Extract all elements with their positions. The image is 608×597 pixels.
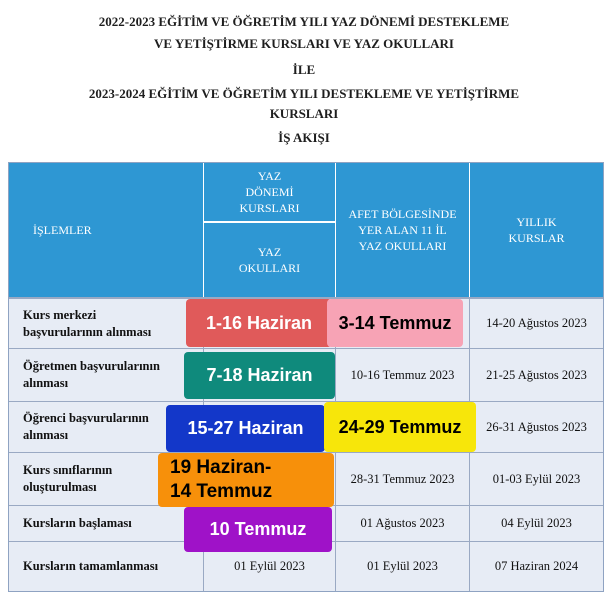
badge-kurs-siniflari-yaz bbox=[158, 453, 334, 507]
badge-kurs-merkezi-yaz: 1-16 Haziran bbox=[186, 299, 332, 347]
header-afet: AFET BÖLGESİNDE YER ALAN 11 İL YAZ OKULLARI bbox=[336, 163, 469, 297]
header-yaz-okullari: YAZ OKULLARI bbox=[204, 223, 335, 297]
row-3-yillik: 26-31 Ağustos 2023 bbox=[486, 419, 587, 434]
row-4-afet: 28-31 Temmuz 2023 bbox=[350, 471, 455, 486]
row-6-afet: 01 Eylül 2023 bbox=[367, 559, 438, 573]
row-4-yillik: 01-03 Eylül 2023 bbox=[492, 471, 581, 486]
title-line-2: VE YETİŞTİRME KURSLARI VE YAZ OKULLARI bbox=[154, 36, 454, 51]
row-2-label: Öğretmen başvurularının alınması bbox=[23, 359, 160, 390]
badge-line-1: 19 Haziran- bbox=[170, 457, 272, 478]
title-line-4: 2023-2024 EĞİTİM VE ÖĞRETİM YILI DESTEKLEME VE YETİŞTİRME bbox=[88, 86, 520, 101]
row-3-label: Öğrenci başvurularının alınması bbox=[23, 411, 149, 442]
badge-ogrenci-afet: 24-29 Temmuz bbox=[324, 402, 476, 452]
badge-line-2: 14 Temmuz bbox=[170, 481, 273, 502]
header-islemler: İŞLEMLER bbox=[9, 163, 203, 297]
row-5-label: Kursların başlaması bbox=[23, 516, 132, 530]
row-5-yillik: 04 Eylül 2023 bbox=[501, 516, 572, 530]
badge-baslama-yaz: 10 Temmuz bbox=[184, 507, 332, 552]
badge-ogrenci-yaz: 15-27 Haziran bbox=[166, 405, 325, 452]
row-1-yillik: 14-20 Ağustos 2023 bbox=[486, 316, 587, 330]
title-line-6: İŞ AKIŞI bbox=[278, 130, 330, 145]
badge-kurs-merkezi-afet: 3-14 Temmuz bbox=[327, 299, 463, 347]
row-4-label: Kurs sınıflarının oluşturulması bbox=[23, 463, 113, 494]
title-line-5: KURSLARI bbox=[269, 106, 339, 121]
badge-ogretmen-yaz: 7-18 Haziran bbox=[184, 352, 335, 399]
row-1-label: Kurs merkezi başvurularının alınması bbox=[23, 307, 152, 339]
row-5-afet: 01 Ağustos 2023 bbox=[360, 516, 445, 530]
row-6-yaz: 01 Eylül 2023 bbox=[234, 559, 305, 573]
header-yaz-donemi: YAZ DÖNEMİ KURSLARI bbox=[204, 163, 335, 221]
row-2-yillik: 21-25 Ağustos 2023 bbox=[486, 367, 587, 382]
row-6-label: Kursların tamamlanması bbox=[23, 559, 159, 573]
row-6-yillik: 07 Haziran 2024 bbox=[494, 559, 579, 573]
title-line-1: 2022-2023 EĞİTİM VE ÖĞRETİM YILI YAZ DÖNEMİ DESTEKLEME bbox=[98, 14, 510, 29]
title-line-3: İLE bbox=[292, 62, 316, 77]
row-2-afet: 10-16 Temmuz 2023 bbox=[350, 367, 455, 382]
header-yillik: YILLIK KURSLAR bbox=[470, 163, 603, 297]
